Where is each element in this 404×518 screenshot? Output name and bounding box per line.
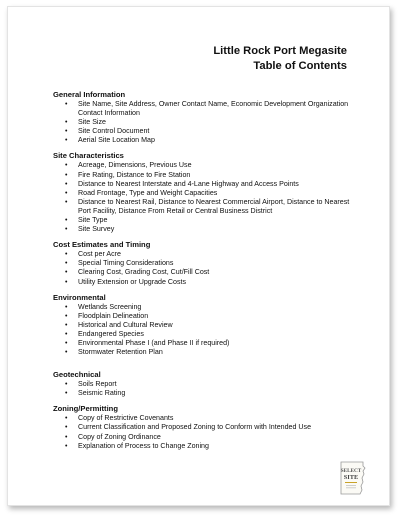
list-item: • Stormwater Retention Plan bbox=[53, 348, 353, 357]
document-page bbox=[7, 6, 390, 506]
list-item: • Historical and Cultural Review bbox=[53, 321, 353, 330]
toc-section bbox=[53, 293, 353, 358]
list-item: • Explanation of Process to Change Zoning bbox=[53, 442, 353, 451]
list-item: • Utility Extension or Upgrade Costs bbox=[53, 278, 353, 287]
list-item: • Distance to Nearest Interstate and 4-Lane Highway and Access Points bbox=[53, 180, 353, 189]
title-line-1: Little Rock Port Megasite bbox=[213, 45, 347, 57]
list-item: • Site Control Document bbox=[53, 127, 353, 136]
list-item: • Special Timing Considerations bbox=[53, 259, 353, 268]
list-item: • Clearing Cost, Grading Cost, Cut/Fill Cost bbox=[53, 268, 353, 277]
list-item: • Endangered Species bbox=[53, 330, 353, 339]
section-item-list bbox=[53, 161, 353, 234]
list-item: • Copy of Restrictive Covenants bbox=[53, 414, 353, 423]
toc-section bbox=[53, 240, 353, 286]
list-item: • Cost per Acre bbox=[53, 250, 353, 259]
list-item: • Site Name, Site Address, Owner Contact Name, Economic Development Organization Contact Information bbox=[53, 100, 353, 118]
section-heading: General Information bbox=[53, 90, 126, 99]
list-item: • Fire Rating, Distance to Fire Station bbox=[53, 171, 353, 180]
list-item: • Environmental Phase I (and Phase II if required) bbox=[53, 339, 353, 348]
list-item: • Site Size bbox=[53, 118, 353, 127]
list-item: • Soils Report bbox=[53, 380, 353, 389]
list-item: • Acreage, Dimensions, Previous Use bbox=[53, 161, 353, 170]
list-item: • Seismic Rating bbox=[53, 389, 353, 398]
section-item-list bbox=[53, 100, 353, 145]
document-title bbox=[213, 44, 347, 74]
list-item: • Current Classification and Proposed Zoning to Conform with Intended Use bbox=[53, 423, 353, 432]
toc-section bbox=[53, 404, 353, 450]
toc-section bbox=[53, 370, 353, 398]
table-of-contents bbox=[53, 90, 353, 457]
list-item: • Site Survey bbox=[53, 225, 353, 234]
list-item: • Aerial Site Location Map bbox=[53, 136, 353, 145]
toc-section bbox=[53, 151, 353, 234]
select-site-logo-icon bbox=[338, 460, 366, 496]
list-item: • Site Type bbox=[53, 216, 353, 225]
section-item-list bbox=[53, 250, 353, 286]
section-item-list bbox=[53, 414, 353, 450]
section-heading: Zoning/Permitting bbox=[53, 404, 118, 414]
section-item-list bbox=[53, 303, 353, 358]
title-line-2: Table of Contents bbox=[253, 60, 347, 72]
section-heading: Environmental bbox=[53, 292, 106, 302]
list-item: • Floodplain Delineation bbox=[53, 312, 353, 321]
list-item: • Road Frontage, Type and Weight Capacities bbox=[53, 189, 353, 198]
section-heading: Cost Estimates and Timing bbox=[53, 240, 151, 250]
section-heading: Site Characteristics bbox=[53, 151, 124, 161]
section-heading: Geotechnical bbox=[53, 370, 101, 380]
logo-text-bottom: SITE bbox=[343, 474, 359, 481]
toc-section bbox=[53, 90, 353, 145]
list-item: • Wetlands Screening bbox=[53, 303, 353, 312]
list-item: • Distance to Nearest Rail, Distance to Nearest Commercial Airport, Distance to Nearest Port Facility, Distance From Retail or Central Business District bbox=[53, 198, 353, 216]
list-item: • Copy of Zoning Ordinance bbox=[53, 433, 353, 442]
logo-text-top: SELECT bbox=[340, 468, 362, 474]
section-item-list bbox=[53, 380, 353, 398]
